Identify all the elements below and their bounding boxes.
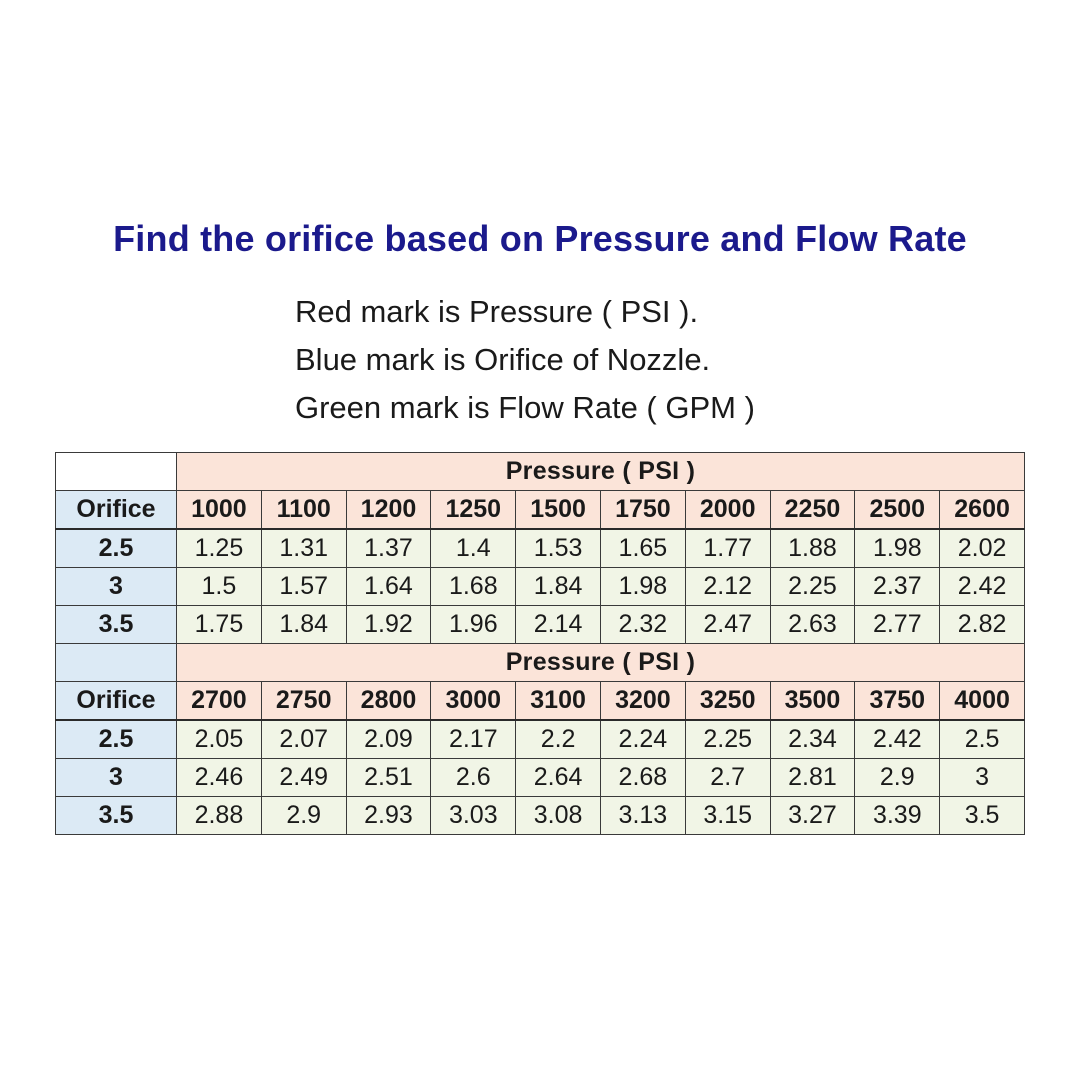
- pressure-value-cell: 2750: [261, 682, 346, 721]
- orifice-tables: [55, 452, 1025, 835]
- pressure-values-row: [56, 682, 1025, 721]
- flow-rate-cell: 2.6: [431, 759, 516, 797]
- flow-rate-cell: 1.5: [177, 568, 262, 606]
- table-row: [56, 606, 1025, 644]
- flow-rate-cell: 2.49: [261, 759, 346, 797]
- flow-rate-cell: 2.02: [940, 529, 1025, 568]
- pressure-value-cell: 3500: [770, 682, 855, 721]
- flow-rate-cell: 1.98: [855, 529, 940, 568]
- orifice-flow-table: [55, 452, 1025, 835]
- flow-rate-cell: 2.34: [770, 720, 855, 759]
- flow-rate-cell: 2.51: [346, 759, 431, 797]
- flow-rate-cell: 2.12: [685, 568, 770, 606]
- table-row: [56, 759, 1025, 797]
- orifice-header: Orifice: [56, 682, 177, 721]
- corner-cell: [56, 453, 177, 491]
- pressure-header-row: [56, 644, 1025, 682]
- flow-rate-cell: 1.65: [600, 529, 685, 568]
- flow-rate-cell: 2.14: [516, 606, 601, 644]
- legend-orifice-line: Blue mark is Orifice of Nozzle.: [295, 342, 711, 377]
- pressure-value-cell: 2600: [940, 491, 1025, 530]
- flow-rate-cell: 3.13: [600, 797, 685, 835]
- flow-rate-cell: 2.25: [685, 720, 770, 759]
- orifice-value-cell: 3.5: [56, 606, 177, 644]
- orifice-value-cell: 3.5: [56, 797, 177, 835]
- flow-rate-cell: 3.27: [770, 797, 855, 835]
- flow-rate-cell: 2.81: [770, 759, 855, 797]
- flow-rate-cell: 1.68: [431, 568, 516, 606]
- pressure-value-cell: 1000: [177, 491, 262, 530]
- flow-rate-cell: 1.98: [600, 568, 685, 606]
- flow-rate-cell: 2.47: [685, 606, 770, 644]
- pressure-value-cell: 3250: [685, 682, 770, 721]
- pressure-value-cell: 3200: [600, 682, 685, 721]
- pressure-value-cell: 2500: [855, 491, 940, 530]
- flow-rate-cell: 2.09: [346, 720, 431, 759]
- flow-rate-cell: 3.39: [855, 797, 940, 835]
- flow-rate-cell: 3.15: [685, 797, 770, 835]
- pressure-value-cell: 3000: [431, 682, 516, 721]
- pressure-values-row: [56, 491, 1025, 530]
- legend-flow-line: Green mark is Flow Rate ( GPM ): [295, 390, 755, 425]
- flow-rate-cell: 2.82: [940, 606, 1025, 644]
- flow-rate-cell: 1.37: [346, 529, 431, 568]
- flow-rate-cell: 1.64: [346, 568, 431, 606]
- orifice-value-cell: 2.5: [56, 529, 177, 568]
- flow-rate-cell: 2.68: [600, 759, 685, 797]
- flow-rate-cell: 1.92: [346, 606, 431, 644]
- legend: [295, 288, 755, 432]
- pressure-value-cell: 2250: [770, 491, 855, 530]
- flow-rate-cell: 2.77: [855, 606, 940, 644]
- pressure-value-cell: 1500: [516, 491, 601, 530]
- table-row: [56, 568, 1025, 606]
- flow-rate-cell: 2.5: [940, 720, 1025, 759]
- flow-rate-cell: 2.88: [177, 797, 262, 835]
- flow-rate-cell: 3.08: [516, 797, 601, 835]
- pressure-value-cell: 3100: [516, 682, 601, 721]
- pressure-header-row: [56, 453, 1025, 491]
- pressure-value-cell: 1750: [600, 491, 685, 530]
- pressure-value-cell: 1250: [431, 491, 516, 530]
- pressure-value-cell: 2800: [346, 682, 431, 721]
- orifice-header: Orifice: [56, 491, 177, 530]
- flow-rate-cell: 2.63: [770, 606, 855, 644]
- page-title: Find the orifice based on Pressure and Flow Rate: [113, 218, 967, 259]
- flow-rate-cell: 2.32: [600, 606, 685, 644]
- flow-rate-cell: 1.84: [516, 568, 601, 606]
- flow-rate-cell: 2.93: [346, 797, 431, 835]
- flow-rate-cell: 1.84: [261, 606, 346, 644]
- table-row: [56, 720, 1025, 759]
- flow-rate-cell: 1.4: [431, 529, 516, 568]
- flow-rate-cell: 2.7: [685, 759, 770, 797]
- flow-rate-cell: 2.05: [177, 720, 262, 759]
- orifice-value-cell: 2.5: [56, 720, 177, 759]
- pressure-value-cell: 1200: [346, 491, 431, 530]
- flow-rate-cell: 2.46: [177, 759, 262, 797]
- flow-rate-cell: 2.37: [855, 568, 940, 606]
- flow-rate-cell: 3: [940, 759, 1025, 797]
- flow-rate-cell: 2.64: [516, 759, 601, 797]
- flow-rate-cell: 1.96: [431, 606, 516, 644]
- flow-rate-cell: 1.75: [177, 606, 262, 644]
- flow-rate-cell: 1.57: [261, 568, 346, 606]
- flow-rate-cell: 2.9: [261, 797, 346, 835]
- corner-cell: [56, 644, 177, 682]
- pressure-value-cell: 2700: [177, 682, 262, 721]
- flow-rate-cell: 2.9: [855, 759, 940, 797]
- orifice-value-cell: 3: [56, 759, 177, 797]
- pressure-header: Pressure ( PSI ): [177, 453, 1025, 491]
- flow-rate-cell: 2.07: [261, 720, 346, 759]
- table-row: [56, 529, 1025, 568]
- flow-rate-cell: 1.53: [516, 529, 601, 568]
- orifice-value-cell: 3: [56, 568, 177, 606]
- flow-rate-cell: 2.25: [770, 568, 855, 606]
- pressure-value-cell: 3750: [855, 682, 940, 721]
- flow-rate-cell: 1.77: [685, 529, 770, 568]
- flow-rate-cell: 1.88: [770, 529, 855, 568]
- pressure-value-cell: 2000: [685, 491, 770, 530]
- flow-rate-cell: 2.17: [431, 720, 516, 759]
- flow-rate-cell: 1.31: [261, 529, 346, 568]
- legend-pressure-line: Red mark is Pressure ( PSI ).: [295, 294, 699, 329]
- pressure-header: Pressure ( PSI ): [177, 644, 1025, 682]
- pressure-value-cell: 1100: [261, 491, 346, 530]
- flow-rate-cell: 2.2: [516, 720, 601, 759]
- flow-rate-cell: 1.25: [177, 529, 262, 568]
- flow-rate-cell: 3.5: [940, 797, 1025, 835]
- pressure-value-cell: 4000: [940, 682, 1025, 721]
- flow-rate-cell: 2.42: [855, 720, 940, 759]
- flow-rate-cell: 2.24: [600, 720, 685, 759]
- table-row: [56, 797, 1025, 835]
- flow-rate-cell: 2.42: [940, 568, 1025, 606]
- flow-rate-cell: 3.03: [431, 797, 516, 835]
